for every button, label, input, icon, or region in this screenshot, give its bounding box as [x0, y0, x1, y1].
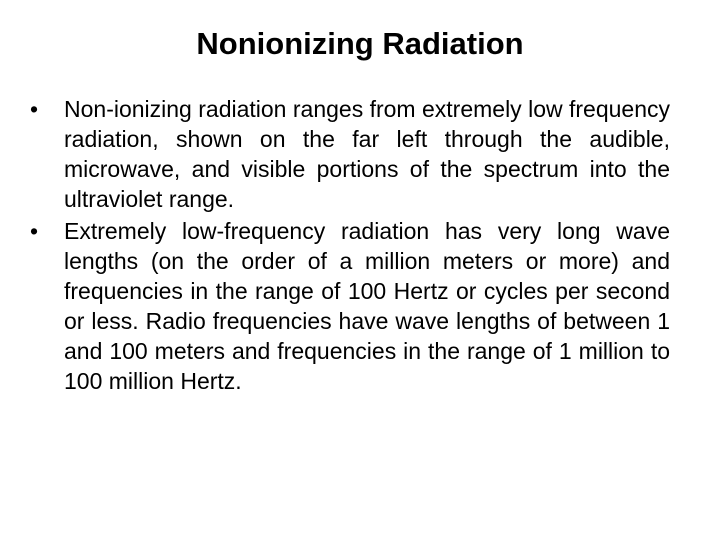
bullet-icon: •	[30, 96, 39, 122]
bullet-item	[30, 94, 670, 214]
slide-title: Nonionizing Radiation	[196, 26, 524, 61]
bullet-icon: •	[30, 218, 39, 244]
bullet-item	[30, 216, 670, 396]
bullet-text: Extremely low-frequency radiation has very long wave lengths (on the order of a million meters or more) and frequencies in the range of 100 Hertz or cycles per second or less. Radio frequencies have wave lengths of between 1 and 100 meters and frequencies in the range of 1 million to 100 million Hertz.	[64, 218, 670, 394]
bullet-text: Non-ionizing radiation ranges from extremely low frequency radiation, shown on the far left through the audible, microwave, and visible portions of the spectrum into the ultraviolet range.	[64, 96, 670, 212]
bullet-list	[30, 94, 670, 398]
